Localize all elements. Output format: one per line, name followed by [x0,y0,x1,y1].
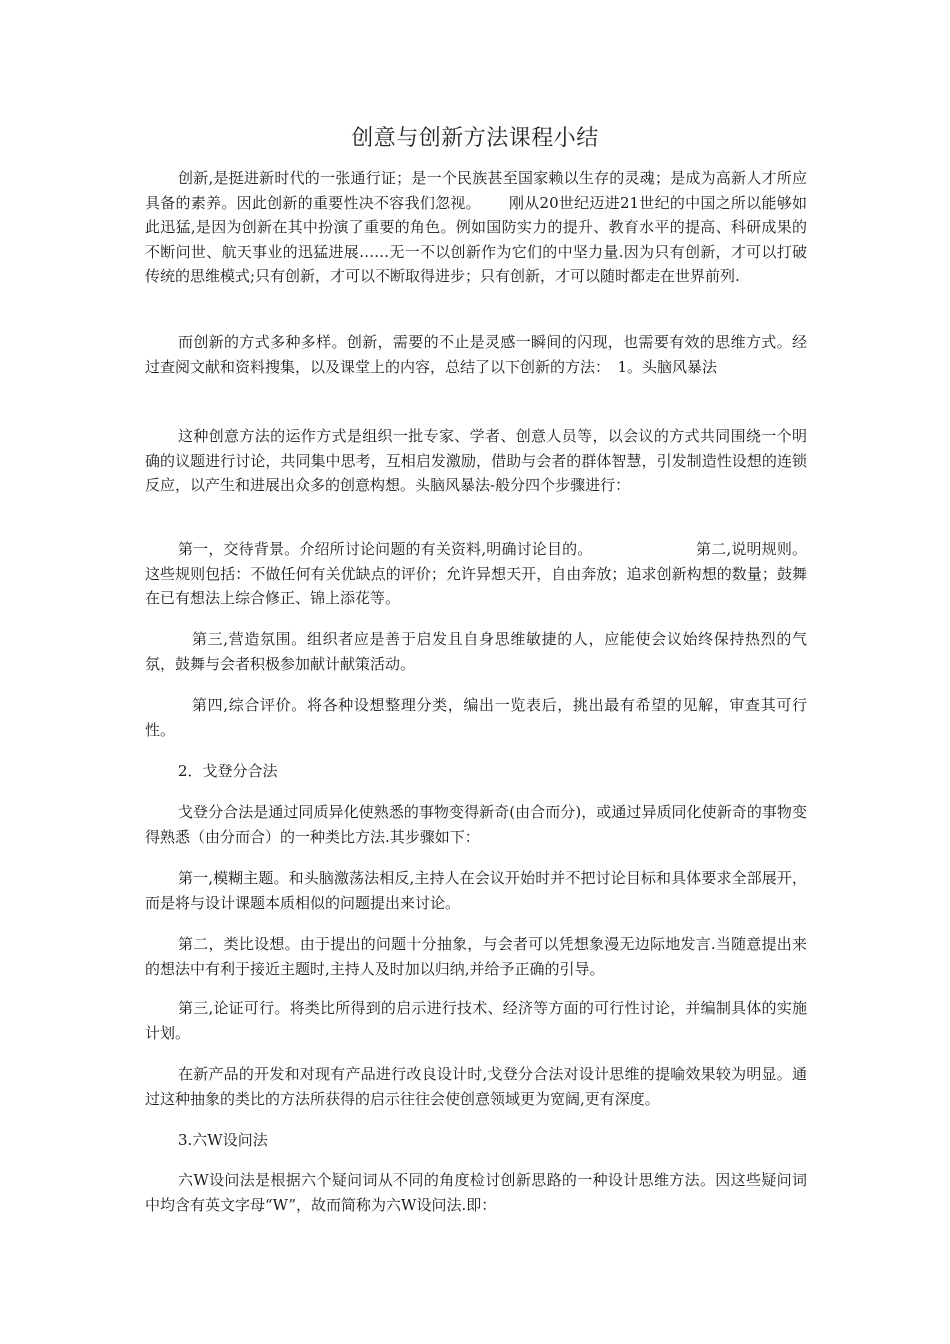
paragraph-gordon-step-3: 第三,论证可行。将类比所得到的启示进行技术、经济等方面的可行性讨论，并编制具体的实施计划。 [145,999,807,1042]
paragraph-six-w-description: 六W设问法是根据六个疑问词从不同的角度检讨创新思路的一种设计思维方法。因这些疑问词中均含有英文字母“W”，故而简称为六W设问法.即： [145,1171,807,1214]
paragraph-gordon-application: 在新产品的开发和对现有产品进行改良设计时,戈登分合法对设计思维的提喻效果较为明显。通过这种抽象的类比的方法所获得的启示往往会使创意领域更为宽阔,更有深度。 [145,1065,807,1108]
paragraph-brainstorming-description: 这种创意方法的运作方式是组织一批专家、学者、创意人员等，以会议的方式共同围绕一个明确的议题进行讨论，共同集中思考，互相启发激励，借助与会者的群体智慧，引发制造性设想的连锁反应，以产生和进展出众多的创意构想。头脑风暴法-般分四个步骤进行： [145,427,807,495]
paragraph-innovation-methods-intro: 而创新的方式多种多样。创新，需要的不止是灵感一瞬间的闪现，也需要有效的思维方式。经过查阅文献和资料搜集，以及课堂上的内容，总结了以下创新的方法： 1。头脑风暴法 [145,333,807,376]
paragraph-gordon-step-1: 第一,模糊主题。和头脑激荡法相反,主持人在会议开始时并不把讨论目标和具体要求全部展开，而是将与设计课题本质相似的问题提出来讨论。 [145,869,807,912]
paragraph-innovation-importance: 创新,是挺进新时代的一张通行证；是一个民族甚至国家赖以生存的灵魂；是成为高新人才所应具备的素养。因此创新的重要性决不容我们忽视。 刚从20世纪迈进21世纪的中国之所以能够如此迅猛,是因为创新在其中扮演了重要的角色。例如国防实力的提升、教育水平的提高、科研成果的不断问世、航天事业的迅猛进展……无一不以创新作为它们的中坚力量.因为只有创新，才可以打破传统的思维模式;只有创新，才可以不断取得进步；只有创新，才可以随时都走在世界前列. [145,169,807,286]
paragraph-brainstorming-steps-1-2: 第一，交待背景。介绍所讨论问题的有关资料,明确讨论目的。 第二,说明规则。这些规则包括：不做任何有关优缺点的评价；允许异想天开，自由奔放；追求创新构想的数量；鼓舞在已有想法上综合修正、锦上添花等。 [145,540,807,608]
paragraph-brainstorming-step-4: 第四,综合评价。将各种设想整理分类，编出一览表后，挑出最有希望的见解，审查其可行性。 [145,696,807,739]
document-title: 创意与创新方法课程小结 [351,126,599,151]
paragraph-brainstorming-step-3: 第三,营造氛围。组织者应是善于启发且自身思维敏捷的人，应能使会议始终保持热烈的气氛，鼓舞与会者积极参加献计献策活动。 [145,630,807,673]
paragraph-gordon-step-2: 第二，类比设想。由于提出的问题十分抽象，与会者可以凭想象漫无边际地发言.当随意提出来的想法中有利于接近主题时,主持人及时加以归纳,并给予正确的引导。 [145,935,807,978]
paragraph-gordon-description: 戈登分合法是通过同质异化使熟悉的事物变得新奇(由合而分)，或通过异质同化使新奇的事物变得熟悉（由分而合）的一种类比方法.其步骤如下： [145,803,807,846]
section-heading-six-w: 3.六W设问法 [178,1131,268,1149]
section-heading-gordon: 2．戈登分合法 [178,762,278,780]
